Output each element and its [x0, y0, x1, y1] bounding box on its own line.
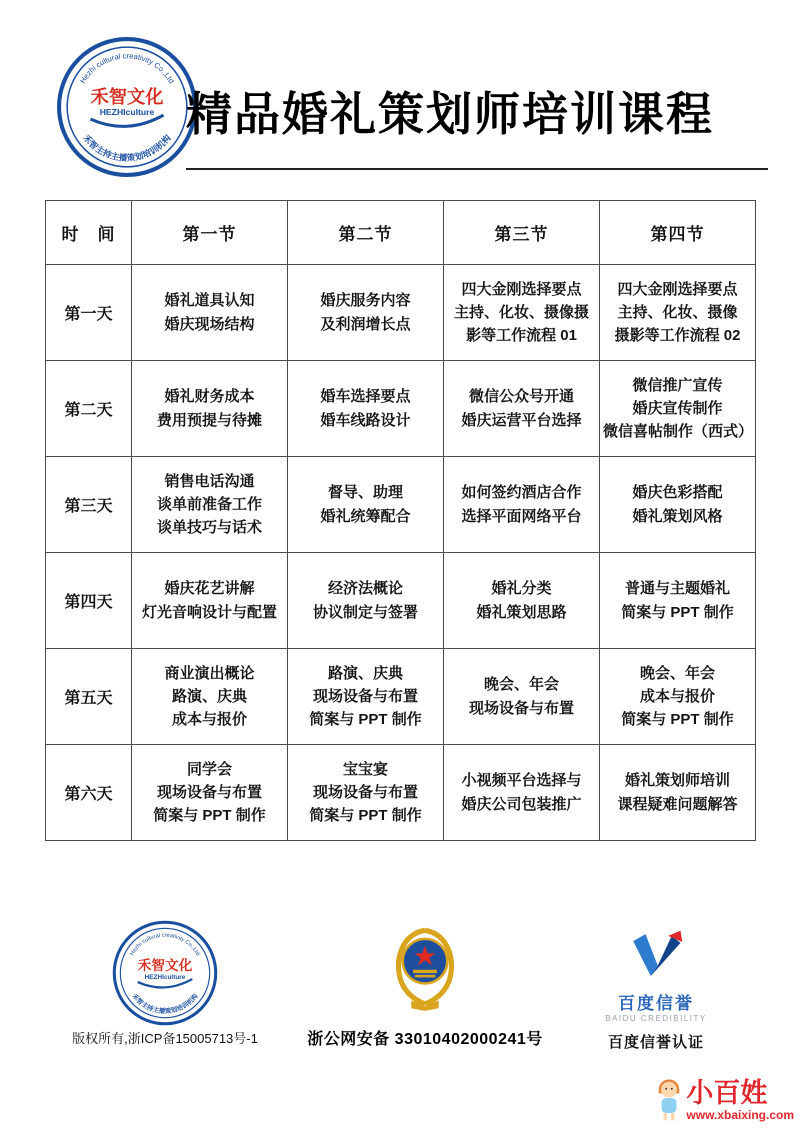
baidu-v-icon [628, 930, 684, 982]
row-day-6: 第六天 [46, 745, 132, 841]
col-header-session4: 第四节 [600, 201, 756, 265]
baidu-name-en: BAIDU CREDIBILITY [605, 1014, 707, 1023]
row-day-2: 第二天 [46, 361, 132, 457]
police-record-text: 浙公网安备 33010402000241号 [307, 1031, 543, 1048]
logo-arc-top-text: Hezhi cultural creativity Co.,Ltd [129, 932, 201, 957]
row-day-4: 第四天 [46, 553, 132, 649]
company-logo [56, 36, 198, 178]
company-logo-footer [112, 920, 218, 1026]
logo-arc-top-text: Hezhi cultural creativity Co.,Ltd [78, 51, 176, 86]
logo-name-cn: 禾智文化 [90, 85, 164, 107]
copyright-text: 版权所有,浙ICP备15005713号-1 [72, 1031, 258, 1046]
schedule-cell: 微信公众号开通 婚庆运营平台选择 [444, 361, 600, 457]
row-day-5: 第五天 [46, 649, 132, 745]
schedule-cell: 四大金刚选择要点 主持、化妆、摄像摄 影等工作流程 01 [444, 265, 600, 361]
logo-name-cn: 禾智文化 [137, 957, 193, 973]
row-day-1: 第一天 [46, 265, 132, 361]
row-day-3: 第三天 [46, 457, 132, 553]
schedule-cell: 经济法概论 协议制定与签署 [288, 553, 444, 649]
schedule-cell: 婚礼财务成本 费用预提与待摊 [132, 361, 288, 457]
logo-arc-bottom-text: 禾智主持主播策划培训机构 [81, 132, 173, 163]
schedule-cell: 婚车选择要点 婚车线路设计 [288, 361, 444, 457]
schedule-cell: 晚会、年会 现场设备与布置 [444, 649, 600, 745]
schedule-cell: 晚会、年会 成本与报价 简案与 PPT 制作 [600, 649, 756, 745]
logo-name-en: HEZHIculture [144, 974, 186, 982]
schedule-cell: 婚庆服务内容 及利润增长点 [288, 265, 444, 361]
schedule-cell: 商业演出概论 路演、庆典 成本与报价 [132, 649, 288, 745]
watermark-mascot-icon [655, 1076, 683, 1122]
schedule-cell: 同学会 现场设备与布置 简案与 PPT 制作 [132, 745, 288, 841]
schedule-cell: 四大金刚选择要点 主持、化妆、摄像 摄影等工作流程 02 [600, 265, 756, 361]
watermark-name: 小百姓 [686, 1078, 768, 1109]
schedule-cell: 婚礼分类 婚礼策划思路 [444, 553, 600, 649]
schedule-cell: 普通与主题婚礼 简案与 PPT 制作 [600, 553, 756, 649]
page-title: 精品婚礼策划师培训课程 [186, 88, 714, 140]
schedule-cell: 婚礼策划师培训 课程疑难问题解答 [600, 745, 756, 841]
schedule-cell: 销售电话沟通 谈单前准备工作 谈单技巧与话术 [132, 457, 288, 553]
watermark [655, 1076, 794, 1122]
col-header-time: 时 间 [46, 201, 132, 265]
schedule-cell: 婚庆花艺讲解 灯光音响设计与配置 [132, 553, 288, 649]
col-header-session1: 第一节 [132, 201, 288, 265]
schedule-cell: 路演、庆典 现场设备与布置 简案与 PPT 制作 [288, 649, 444, 745]
logo-arc-bottom-text: 禾智主持主播策划培训机构 [130, 992, 200, 1016]
police-badge-icon [389, 924, 461, 1012]
logo-name-en: HEZHIculture [99, 107, 155, 118]
col-header-session3: 第三节 [444, 201, 600, 265]
schedule-cell: 小视频平台选择与 婚庆公司包装推广 [444, 745, 600, 841]
baidu-name-cn: 百度信誉 [618, 994, 694, 1013]
baidu-cert-text: 百度信誉认证 [607, 1034, 704, 1051]
schedule-cell: 宝宝宴 现场设备与布置 简案与 PPT 制作 [288, 745, 444, 841]
baidu-credibility-block [594, 930, 718, 1052]
schedule-cell: 如何签约酒店合作 选择平面网络平台 [444, 457, 600, 553]
course-table [45, 200, 756, 841]
col-header-session2: 第二节 [288, 201, 444, 265]
schedule-cell: 婚礼道具认知 婚庆现场结构 [132, 265, 288, 361]
schedule-cell: 婚庆色彩搭配 婚礼策划风格 [600, 457, 756, 553]
watermark-url: www.xbaixing.com [686, 1107, 794, 1122]
schedule-cell: 微信推广宣传 婚庆宣传制作 微信喜帖制作（西式） [600, 361, 756, 457]
header-divider [186, 168, 768, 170]
schedule-cell: 督导、助理 婚礼统筹配合 [288, 457, 444, 553]
